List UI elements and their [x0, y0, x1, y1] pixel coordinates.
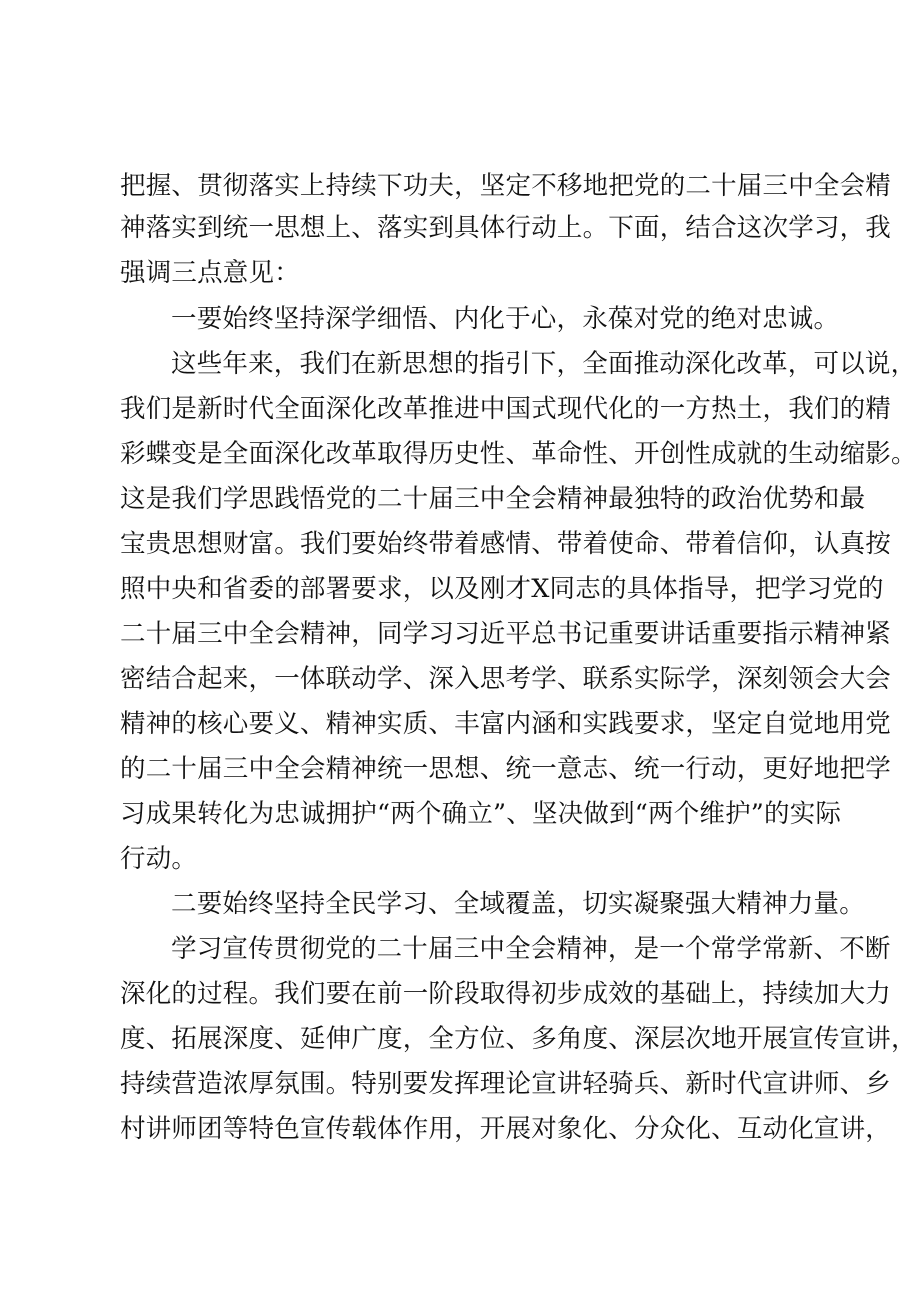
text-line: 二十届三中全会精神，同学习习近平总书记重要讲话重要指示精神紧: [120, 619, 892, 649]
text-line: 村讲师团等特色宣传载体作用，开展对象化、分众化、互动化宣讲，: [120, 1114, 892, 1144]
text-line: 宝贵思想财富。我们要始终带着感情、带着使命、带着信仰，认真按: [120, 529, 892, 559]
section-heading-1: 一要始终坚持深学细悟、内化于心，永葆对党的绝对忠诚。: [171, 304, 840, 334]
text-line: 彩蝶变是全面深化改革取得历史性、革命性、开创性成就的生动缩影。: [120, 439, 917, 469]
text-line: 照中央和省委的部署要求，以及刚才X同志的具体指导，把学习党的: [120, 574, 884, 604]
text-line: 习成果转化为忠诚拥护“两个确立”、坚决做到“两个维护”的实际: [120, 799, 842, 829]
text-line: 这是我们学思践悟党的二十届三中全会精神最独特的政治优势和最: [120, 484, 866, 514]
section-heading-2: 二要始终坚持全民学习、全域覆盖，切实凝聚强大精神力量。: [171, 889, 865, 919]
text-line: 我们是新时代全面深化改革推进中国式现代化的一方热土，我们的精: [120, 394, 892, 424]
text-line: 把握、贯彻落实上持续下功夫，坚定不移地把党的二十届三中全会精: [120, 171, 892, 201]
text-line: 的二十届三中全会精神统一思想、统一意志、统一行动，更好地把学: [120, 754, 892, 784]
text-line: 这些年来，我们在新思想的指引下，全面推动深化改革，可以说，: [171, 349, 917, 379]
text-line: 深化的过程。我们要在前一阶段取得初步成效的基础上，持续加大力: [120, 979, 892, 1009]
text-line: 密结合起来，一体联动学、深入思考学、联系实际学，深刻领会大会: [120, 664, 892, 694]
text-line: 精神的核心要义、精神实质、丰富内涵和实践要求，坚定自觉地用党: [120, 709, 892, 739]
text-line: 持续营造浓厚氛围。特别要发挥理论宣讲轻骑兵、新时代宣讲师、乡: [120, 1069, 892, 1099]
text-line: 强调三点意见：: [120, 258, 300, 288]
text-line: 神落实到统一思想上、落实到具体行动上。下面，结合这次学习，我: [120, 213, 892, 243]
text-line: 学习宣传贯彻党的二十届三中全会精神，是一个常学常新、不断: [171, 934, 891, 964]
text-line: 行动。: [120, 844, 198, 874]
text-line: 度、拓展深度、延伸广度，全方位、多角度、深层次地开展宣传宣讲，: [120, 1024, 917, 1054]
